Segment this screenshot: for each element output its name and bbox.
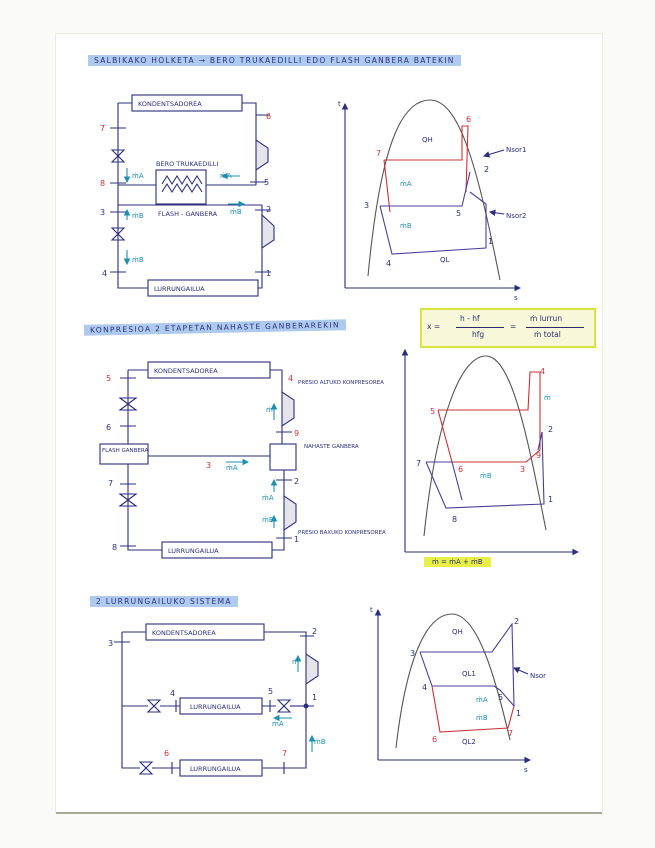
s1-ts-2: 2 — [484, 165, 490, 174]
s2-flash-box — [100, 444, 148, 464]
section-3-title: 2 LURRUNGAILUKO SISTEMA — [90, 596, 238, 607]
s3-pt-5: 5 — [268, 687, 274, 696]
s1-pt-6: 6 — [266, 112, 272, 121]
s3-pt-6: 6 — [164, 749, 170, 758]
s3-ts-flow-a: ṁA — [476, 696, 488, 704]
s2-condenser-label: KONDENTSADOREA — [154, 367, 218, 375]
s1-pt-7: 7 — [100, 124, 106, 133]
s1-nsor2: Nsor2 — [506, 212, 527, 220]
s2-ts-flow-b: ṁB — [480, 472, 492, 480]
s1-flow-a-left: ṁA — [132, 172, 144, 180]
s2-ts-7: 7 — [416, 459, 422, 468]
s3-pt-4: 4 — [170, 689, 176, 698]
s1-ts-3: 3 — [364, 201, 370, 210]
s3-valve-2 — [140, 762, 152, 774]
section-1-title: SALBIKAKO HOLKETA → BERO TRUKAEDILLI EDO FLASH GANBERA BATEKIN — [88, 55, 461, 66]
s2-ts-5: 5 — [430, 407, 436, 416]
s3-qh: QH — [452, 628, 463, 636]
s3-ts-7: 7 — [508, 729, 514, 738]
s2-flow-b: ṁB — [262, 516, 274, 524]
s1-condenser-label: KONDENTSADOREA — [138, 100, 202, 108]
s1-exchanger-label: BERO TRUKAEDILLI — [156, 160, 219, 168]
formula-num: h - hf — [460, 314, 480, 323]
s2-pt-4: 4 — [288, 374, 294, 383]
s2-schematic — [100, 362, 296, 558]
s1-pt-2: 2 — [266, 205, 272, 214]
formula-num2: ṁ lurrun — [530, 314, 563, 323]
s1-qh: QH — [422, 136, 433, 144]
s2-flash-label: FLASH GANBERA — [102, 448, 149, 454]
s2-lp-comp-label: PRESIO BAXUKO KONPRESOREA — [298, 530, 386, 536]
s1-pt-4: 4 — [102, 269, 108, 278]
s3-flow-b: ṁB — [314, 738, 326, 746]
s2-ts-2: 2 — [548, 425, 554, 434]
s3-condenser-label: KONDENTSADOREA — [152, 629, 216, 637]
s1-evaporator-label: LURRUNGAILUA — [154, 285, 205, 293]
s3-nsor: Nsor — [530, 672, 547, 680]
s2-flow-a: ṁA — [226, 464, 238, 472]
s3-valve-3 — [278, 700, 290, 712]
s1-ts-1: 1 — [488, 237, 494, 246]
s3-ts-5: 5 — [498, 693, 504, 702]
s2-ts-1: 1 — [548, 495, 554, 504]
formula-x: x = — [427, 322, 441, 331]
s2-ts-4: 4 — [540, 367, 546, 376]
s1-pt-3: 3 — [100, 208, 106, 217]
s2-pt-1: 1 — [294, 535, 300, 544]
s1-ts-7: 7 — [376, 149, 382, 158]
s2-pt-3: 3 — [206, 461, 212, 470]
s2-mix-label: NAHASTE GANBERA — [304, 444, 359, 450]
s1-flow-b-left: ṁB — [132, 212, 144, 220]
s3-ts-2: 2 — [514, 617, 520, 626]
s1-ts-flow-b: ṁB — [400, 222, 412, 230]
s3-pt-2: 2 — [312, 627, 318, 636]
s1-pt-1: 1 — [266, 269, 272, 278]
s3-axis-t: t — [370, 606, 373, 614]
s2-ts-6: 6 — [458, 465, 464, 474]
s3-schematic — [114, 624, 318, 776]
s1-ts-6: 6 — [466, 115, 472, 124]
mass-balance: ṁ = ṁA + ṁB — [424, 557, 491, 567]
s1-schematic — [110, 95, 274, 296]
s1-pt-8: 8 — [100, 179, 106, 188]
s3-ts-6: 6 — [432, 735, 438, 744]
s3-flow-a: ṁA — [272, 720, 284, 728]
s1-flow-b-right: ṁB — [230, 208, 242, 216]
s3-pt-3: 3 — [108, 639, 114, 648]
s2-ts-diagram — [405, 350, 578, 552]
s1-nsor1: Nsor1 — [506, 146, 527, 154]
s2-flow-m: ṁ — [266, 406, 273, 414]
s1-ts-diagram — [345, 100, 520, 288]
s1-axis-t: t — [338, 100, 341, 108]
s2-pt-6: 6 — [106, 423, 112, 432]
s1-pt-5: 5 — [264, 178, 270, 187]
s2-pt-5: 5 — [106, 374, 112, 383]
s1-ts-flow-a: ṁA — [400, 180, 412, 188]
formula-den2: ṁ total — [534, 330, 561, 339]
s3-axis-s: s — [524, 766, 528, 774]
s1-flash-label: FLASH - GANBERA — [158, 210, 218, 218]
section-2-title: KONPRESIOA 2 ETAPETAN NAHASTE GANBERAREKIN — [84, 319, 346, 335]
s3-evap1-label: LURRUNGAILUA — [190, 703, 241, 711]
s1-flow-b-low: ṁB — [132, 256, 144, 264]
s3-ql2: QL2 — [462, 738, 476, 746]
s1-flow-a-right: ṁA — [220, 172, 232, 180]
s3-ts-4: 4 — [422, 683, 428, 692]
s2-flow-a-vert: ṁA — [262, 494, 274, 502]
s3-ql1: QL1 — [462, 670, 476, 678]
s3-flow-m: ṁ — [292, 658, 299, 666]
s2-ts-flow-m: ṁ — [544, 394, 551, 402]
formula-den: hfg — [472, 330, 485, 339]
s3-evap2-label: LURRUNGAILUA — [190, 765, 241, 773]
s3-ts-flow-b: ṁB — [476, 714, 488, 722]
s3-valve-1 — [148, 700, 160, 712]
s1-ts-5: 5 — [456, 209, 462, 218]
s2-pt-8: 8 — [112, 543, 118, 552]
s2-pt-2: 2 — [294, 477, 300, 486]
s1-ts-4: 4 — [386, 259, 392, 268]
s2-mix-box — [270, 444, 296, 470]
s3-pt-1: 1 — [312, 693, 318, 702]
s3-ts-3: 3 — [410, 649, 416, 658]
s1-ql: QL — [440, 256, 450, 264]
s2-hp-comp-label: PRESIO ALTUKO KONPRESOREA — [298, 380, 384, 386]
s3-pt-7: 7 — [282, 749, 288, 758]
s3-ts-1: 1 — [516, 709, 522, 718]
s2-evaporator-label: LURRUNGAILUA — [168, 547, 219, 555]
s2-ts-3: 3 — [520, 465, 526, 474]
s2-pt-7: 7 — [108, 479, 114, 488]
s2-ts-8: 8 — [452, 515, 458, 524]
s1-axis-s: s — [514, 294, 518, 302]
s2-pt-9: 9 — [294, 429, 300, 438]
s2-ts-9: 9 — [536, 451, 542, 460]
formula-eq: = — [510, 322, 517, 331]
